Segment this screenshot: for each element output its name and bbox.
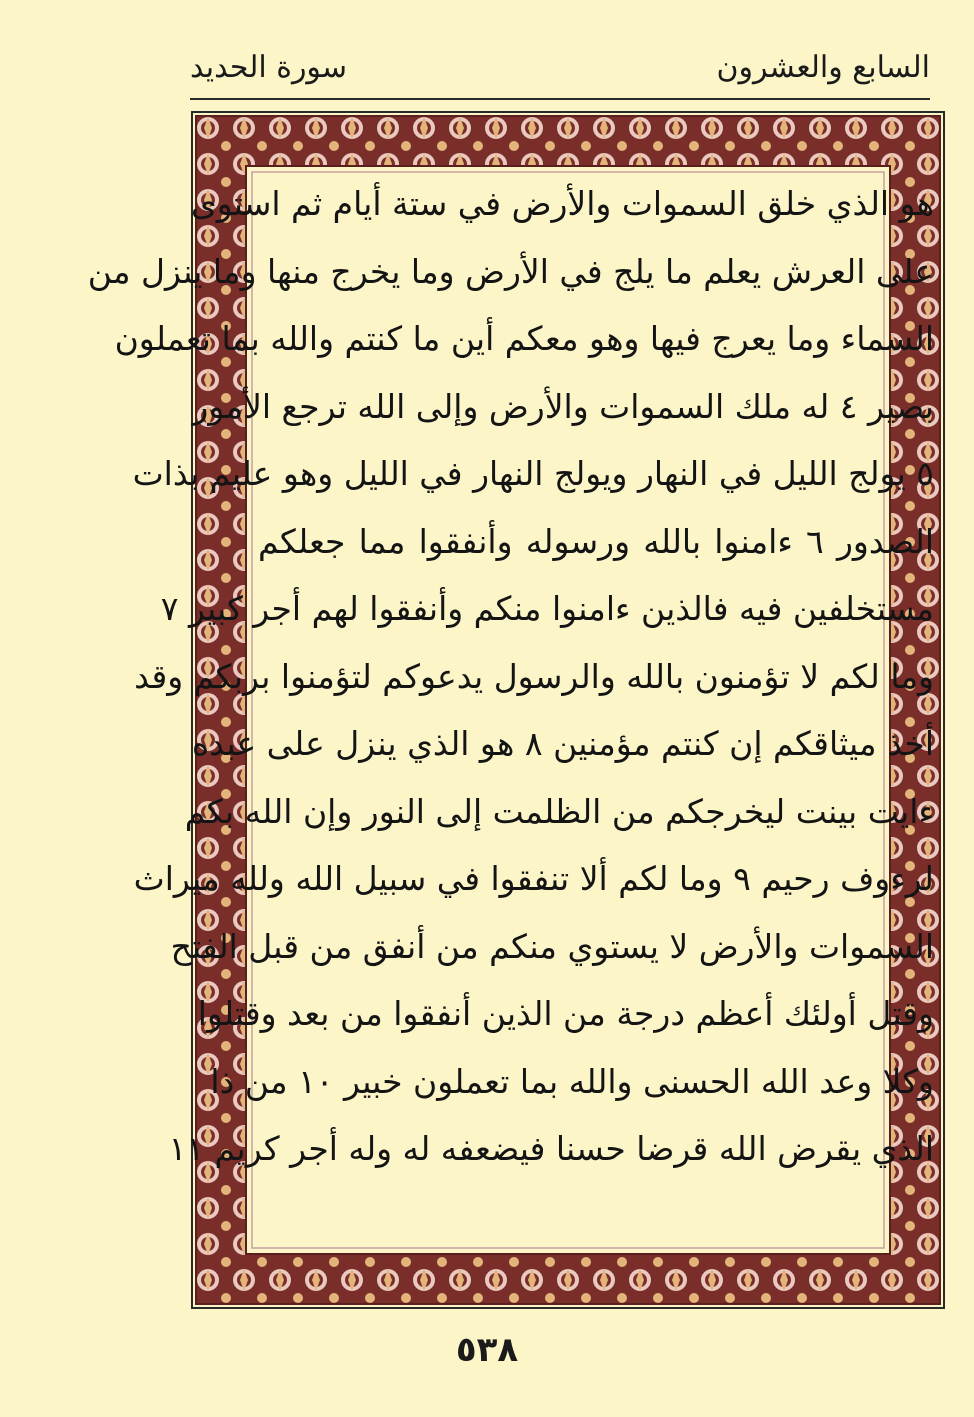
ayah-line: أخذ ميثاقكم إن كنتم مؤمنين ٨ هو الذي ينزل على عبده <box>191 724 934 763</box>
ayah-line: الصدور ٦ ءامنوا بالله ورسوله وأنفقوا مما جعلكم <box>258 521 934 561</box>
page-number: ٥٣٨ <box>455 1330 519 1370</box>
header-rule <box>190 98 930 100</box>
juz-label: السابع والعشرون <box>716 50 930 85</box>
ayah-line: وما لكم لا تؤمنون بالله والرسول يدعوكم لتؤمنوا بربكم وقد <box>134 656 934 696</box>
ayah-line: ءايت بينت ليخرجكم من الظلمت إلى النور وإن الله بكم <box>184 791 934 831</box>
ayah-line: هو الذي خلق السموات والأرض في ستة أيام ثم استوى <box>190 184 934 223</box>
ayah-line: ٥ يولج الليل في النهار ويولج النهار في الليل وهو عليم بذات <box>132 454 934 493</box>
ayah-line: لرءوف رحيم ٩ وما لكم ألا تنفقوا في سبيل الله ولله ميراث <box>133 859 934 898</box>
page-header <box>190 44 930 100</box>
ayah-line: وكلا وعد الله الحسنى والله بما تعملون خبير ١٠ من ذا <box>210 1061 934 1101</box>
ayah-line: وقتل أولئك أعظم درجة من الذين أنفقوا من بعد وقتلوا <box>197 994 934 1033</box>
ayah-text-block <box>87 170 934 1280</box>
surah-label: سورة الحديد <box>190 50 348 85</box>
ayah-line: مستخلفين فيه فالذين ءامنوا منكم وأنفقوا لهم أجر كبير ٧ <box>160 589 934 628</box>
ayah-line: على العرش يعلم ما يلج في الأرض وما يخرج منها وما ينزل من <box>87 251 934 291</box>
ayah-line: الذي يقرض الله قرضا حسنا فيضعفه له وله أجر كريم ١١ <box>168 1129 934 1168</box>
ayah-line: السموات والأرض لا يستوي منكم من أنفق من قبل الفتح <box>170 926 934 966</box>
ayah-line: السماء وما يعرج فيها وهو معكم أين ما كنتم والله بما تعملون <box>114 319 934 358</box>
ayah-line: بصير ٤ له ملك السموات والأرض وإلى الله ترجع الأمور <box>192 386 934 426</box>
